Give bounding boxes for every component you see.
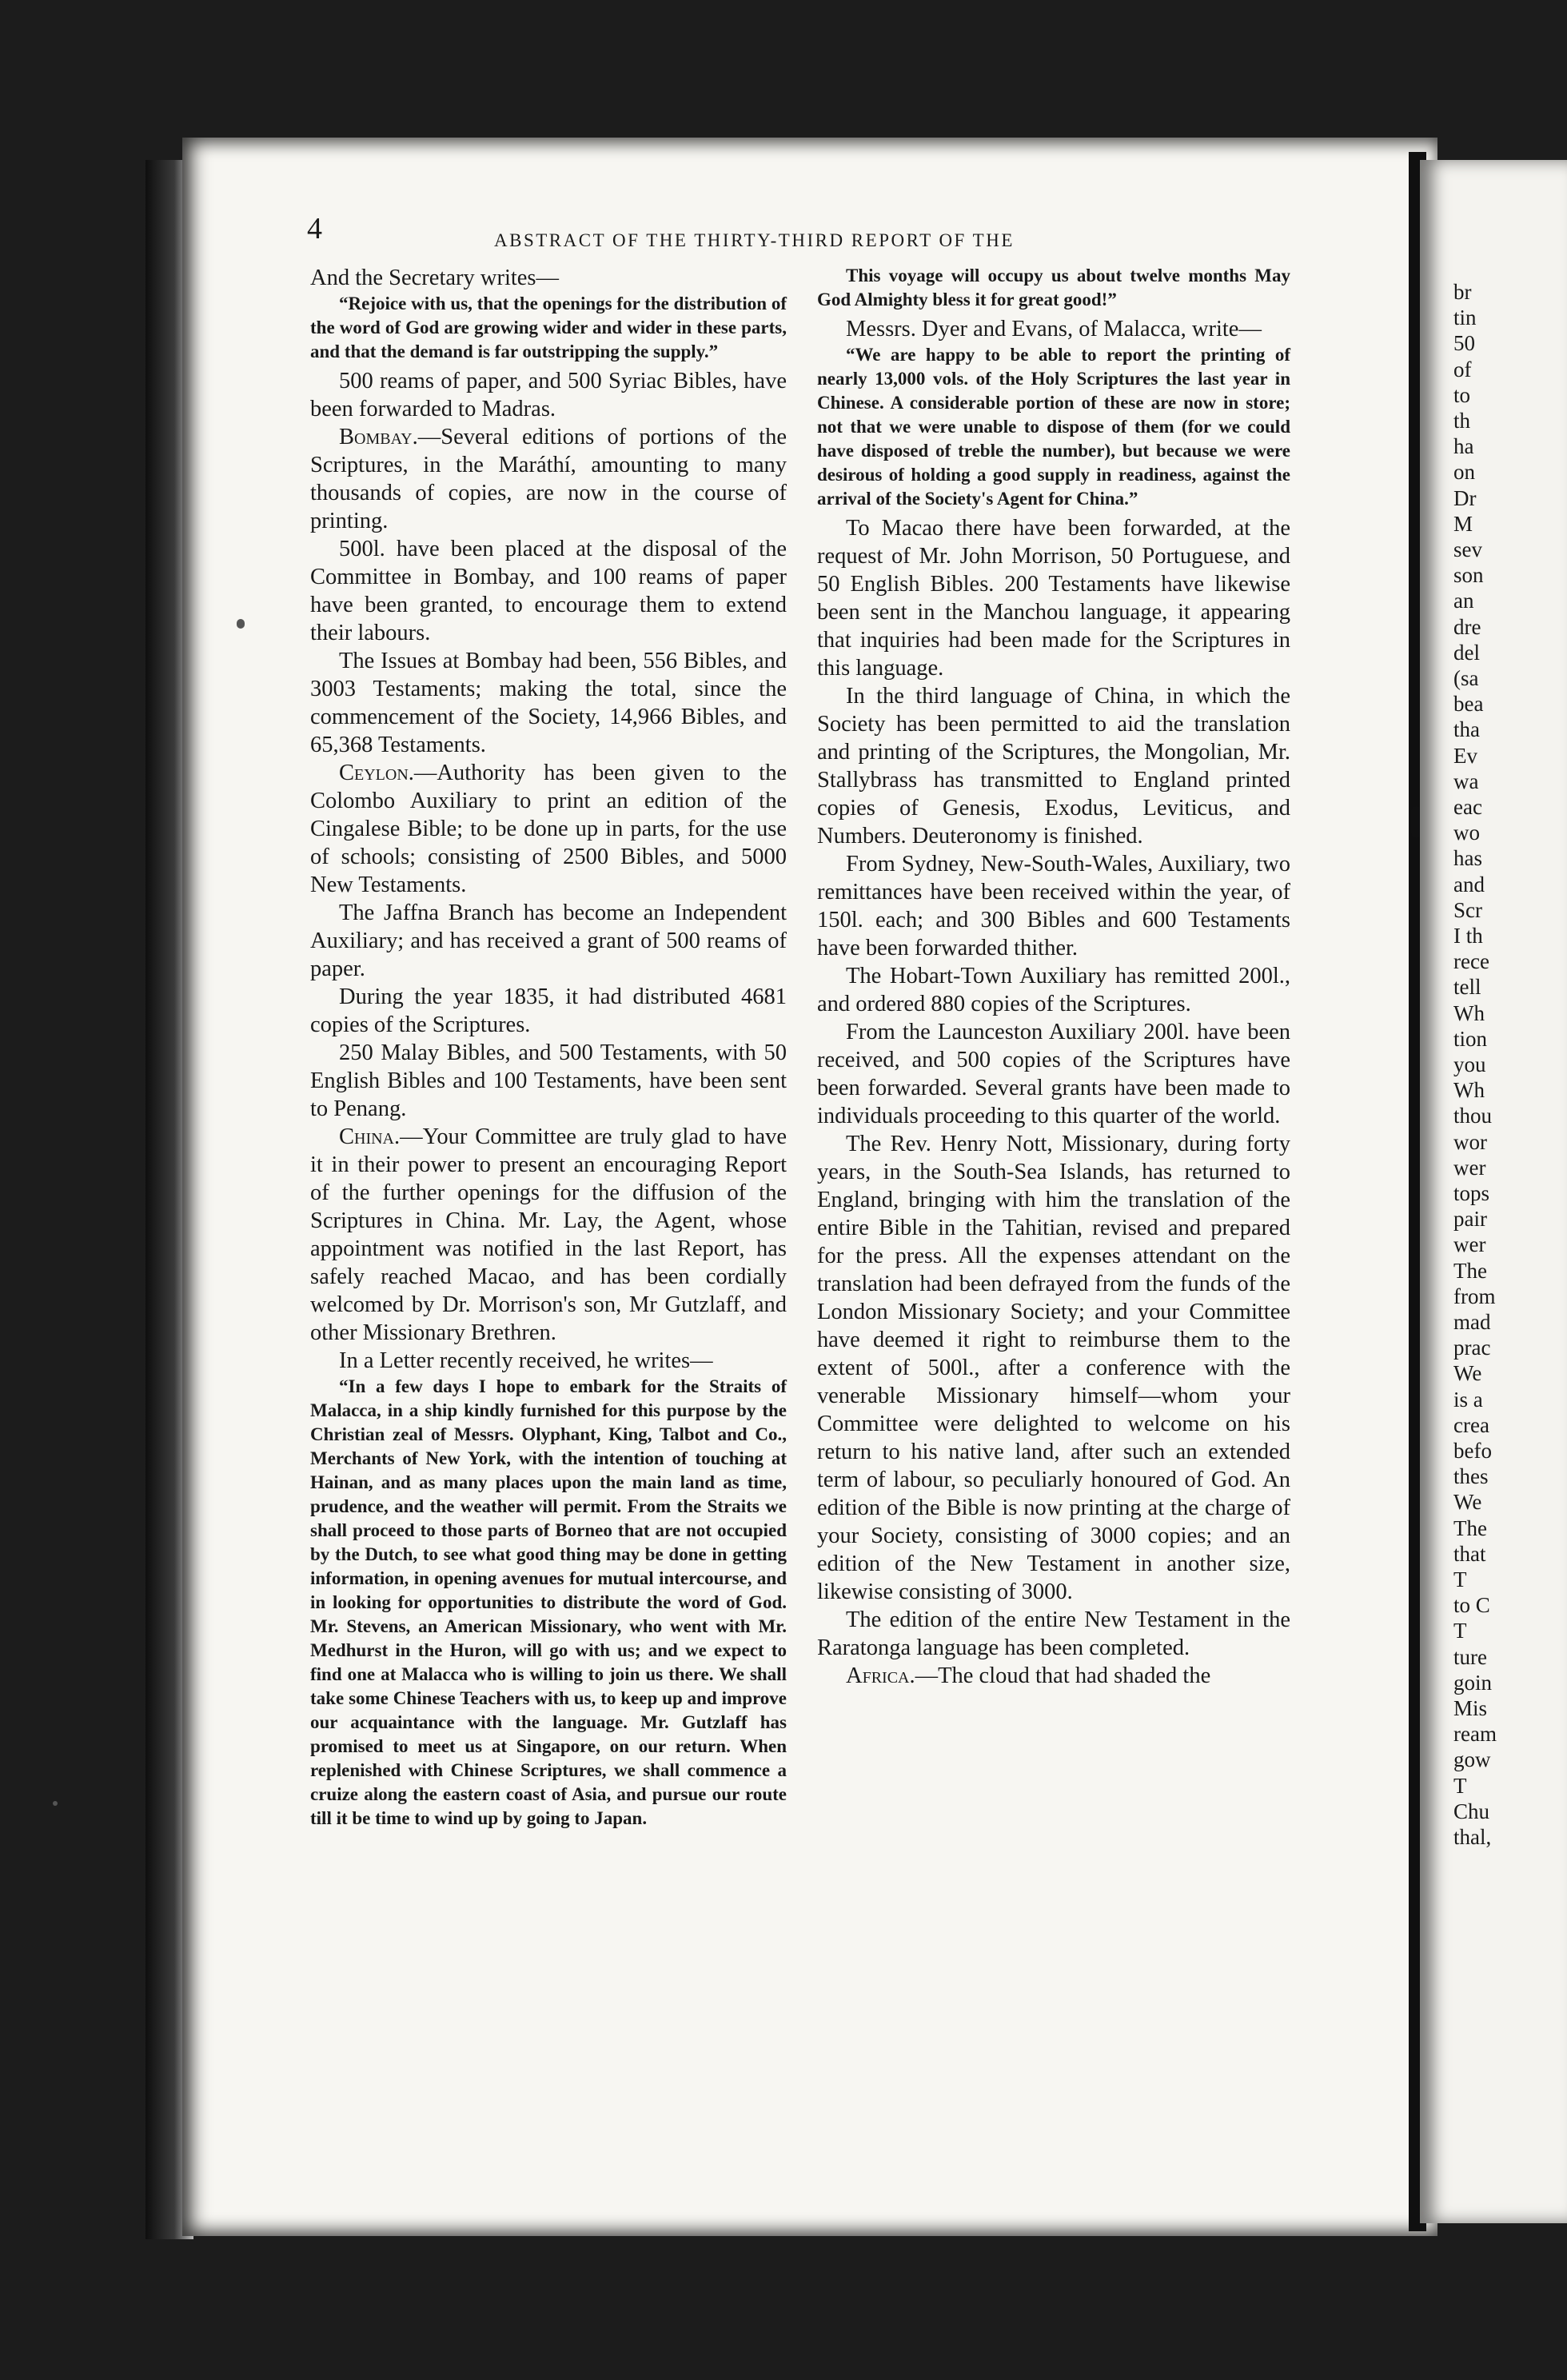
facing-page-fragment: thes [1453,1464,1489,1489]
facing-page-fragment: son [1453,563,1484,588]
facing-page-fragment: tell [1453,975,1481,1000]
facing-page-fragment: Chu [1453,1799,1490,1823]
facing-page-fragment: ha [1453,434,1474,459]
facing-page-fragment: T [1453,1773,1467,1798]
facing-page-fragment: Wh [1453,1078,1485,1103]
scan-speck [53,1801,58,1806]
section-heading: China. [339,1124,401,1149]
facing-page-fragment: tion [1453,1026,1488,1051]
facing-page-fragment: mad [1453,1310,1491,1334]
facing-page-fragment: Mis [1453,1696,1488,1720]
facing-page-fragment: (sa [1453,666,1479,690]
facing-page-fragment: sev [1453,537,1482,561]
facing-page-fragment: crea [1453,1412,1489,1437]
facing-page-fragment: wa [1453,769,1479,793]
paragraph: China.—Your Committee are truly glad to have it in their power to present an encouraging Report of the further openings for the diffusion of the Scriptures in China. Mr. Lay, the Agent, whose appointment was notified in the last Report, has safely reached Macao, and has been cordially welcomed by Dr. Morrison's son, Mr Gutzlaff, and other Missionary Brethren. [310,1124,787,1345]
facing-page-fragment: pair [1453,1207,1487,1232]
facing-page-fragment: from [1453,1284,1496,1308]
facing-page-fragment: wer [1453,1155,1486,1180]
facing-page-fragment: br [1453,280,1472,304]
quoted-letter: This voyage will occupy us about twelve months May God Almighty bless it for great good!” [817,266,1290,309]
paragraph: And the Secretary writes— [310,266,560,290]
facing-page-fragment: 50 [1453,331,1475,356]
quoted-letter: “In a few days I hope to embark for the Straits of Malacca, in a ship kindly furnished for this purpose by the Christian zeal of Messrs. Olyphant, King, Talbot and Co., Merchants of New York, with the intention of touching at Hainan, and as many places upon the main land as time, prudence, and the weather will permit. From the Straits we shall proceed to those parts of Borneo that are not occupied by the Dutch, to see what good thing may be done in getting information, in opening avenues for mutual intercourse, and in looking for opportunities to distribute the word of God. Mr. Stevens, an American Missionary, who went with Mr. Medhurst in the Huron, will go with us; and we expect to find one at Malacca who is willing to join us there. We shall take some Chinese Teachers with us, to keep up and improve our acquaintance with the language. Mr. Gutzlaff has promised to meet us at Singapore, on our return. When replenished with Chinese Scriptures, we shall commence a cruize along the eastern coast of Asia, and pursue our route till it be time to wind up by going to Japan. [310,1376,787,1828]
facing-page-fragment: goin [1453,1670,1493,1695]
paragraph: During the year 1835, it had distributed 4681 copies of the Scriptures. [310,984,787,1037]
facing-page-fragment: We [1453,1490,1482,1515]
paragraph: To Macao there have been forwarded, at the request of Mr. John Morrison, 50 Portuguese, and 50 English Bibles. 200 Testaments have likewise been sent in the Manchou language, it appearing that inquiries had been made for the Scriptures in this language. [817,516,1290,681]
page-number: 4 [307,212,322,246]
left-column [310,264,787,1834]
facing-page-fragment: tha [1453,717,1480,742]
facing-page-fragment: The [1453,1515,1487,1540]
facing-page-fragment: wor [1453,1129,1487,1154]
facing-page-fragment: I th [1453,924,1483,948]
facing-page-fragment: thou [1453,1104,1493,1128]
paragraph: From Sydney, New-South-Wales, Auxiliary, two remittances have been received within the year, of 150l. each; and 300 Bibles and 600 Testaments have been forwarded thither. [817,852,1290,960]
paragraph: Ceylon.—Authority has been given to the Colombo Auxiliary to print an edition of the Cingalese Bible; to be done up in parts, for the use of schools; consisting of 2500 Bibles, and 5000 New Testaments. [310,761,787,897]
section-heading: Ceylon. [339,761,414,785]
facing-page-fragment: befo [1453,1439,1492,1463]
facing-page-fragment: rece [1453,949,1489,974]
facing-page-fragment: you [1453,1052,1486,1076]
facing-page [1420,160,1567,2223]
paragraph: The Jaffna Branch has become an Independent Auxiliary; and has received a grant of 500 reams of paper. [310,900,787,981]
running-header-title: ABSTRACT OF THE THIRTY-THIRD REPORT OF THE [494,230,1015,250]
paragraph: Messrs. Dyer and Evans, of Malacca, write— [846,317,1262,341]
section-heading: Africa. [846,1663,915,1688]
paragraph: 250 Malay Bibles, and 500 Testaments, with 50 English Bibles and 100 Testaments, have been sent to Penang. [310,1040,787,1121]
paragraph: Africa.—The cloud that had shaded the [846,1663,1211,1688]
paragraph: 500 reams of paper, and 500 Syriac Bibles, have been forwarded to Madras. [310,369,787,421]
facing-page-fragment: an [1453,589,1474,613]
facing-page-fragment: prac [1453,1336,1491,1360]
facing-page-fragment: has [1453,846,1482,871]
facing-page-fragment: del [1453,640,1480,665]
right-column [817,264,1290,1690]
facing-page-fragment: thal, [1453,1825,1492,1849]
facing-page-fragment: Ev [1453,743,1477,768]
paragraph: 500l. have been placed at the disposal of the Committee in Bombay, and 100 reams of paper have been granted, to encourage them to extend their labours. [310,537,787,645]
quoted-letter: “Rejoice with us, that the openings for the distribution of the word of God are growing wider and wider in these parts, and that the demand is far outstripping the supply.” [310,294,787,361]
facing-page-fragment: and [1453,872,1485,896]
section-heading: Bombay. [339,425,418,449]
facing-page-fragment: T [1453,1619,1467,1643]
facing-page-fragment: T [1453,1567,1467,1591]
paragraph: The Rev. Henry Nott, Missionary, during forty years, in the South-Sea Islands, has returned to England, bringing with him the translation of the entire Bible in the Tahitian, revised and prepared for the press. All the expenses attendant on the translation had been defrayed from the funds of the London Missionary Society; and your Committee have deemed it right to reimburse them to the extent of 500l., after a conference with the venerable Missionary himself—whom your Committee were delighted to welcome on his return to his native land, after such an extended term of labour, so peculiarly honoured of God. An edition of the Bible is now printing at the charge of your Society, consisting of 3000 copies; and an edition of the New Testament in another size, likewise consisting of 3000. [817,1132,1290,1604]
facing-page-fragment: is a [1453,1387,1483,1412]
paragraph: In a Letter recently received, he writes— [339,1348,713,1373]
facing-page-fragment: on [1453,460,1475,485]
facing-page-fragment: ture [1453,1644,1487,1669]
quoted-letter: “We are happy to be able to report the printing of nearly 13,000 vols. of the Holy Scriptures the last year in Chinese. A considerable portion of these are now in store; not that we were unable to dispose of them (for we could have disposed of treble the number), but because we were desirous of holding a good supply in readiness, against the arrival of the Society's Agent for China.” [817,345,1290,509]
facing-page-fragment: tops [1453,1181,1490,1205]
paragraph: From the Launceston Auxiliary 200l. have been received, and 500 copies of the Scriptures have been forwarded. Several grants have been made to individuals proceeding to this quarter of the world. [817,1020,1290,1128]
facing-page-fragment: wo [1453,821,1480,845]
facing-page-fragment: wer [1453,1232,1486,1257]
facing-page-fragment: Wh [1453,1000,1485,1025]
facing-page-fragment: dre [1453,614,1481,639]
facing-page-fragment: Dr [1453,485,1477,510]
facing-page-fragment: ream [1453,1722,1497,1747]
paragraph: Bombay.—Several editions of portions of the Scriptures, in the Maráthí, amounting to many thousands of copies, are now in the course of printing. [310,425,787,533]
facing-page-fragment: bea [1453,692,1484,717]
facing-page-fragment: We [1453,1361,1482,1386]
paragraph: The Issues at Bombay had been, 556 Bibles, and 3003 Testaments; making the total, since the commencement of the Society, 14,966 Bibles, and 65,368 Testaments. [310,649,787,757]
facing-page-fragment: tin [1453,305,1477,330]
facing-page-fragment: Scr [1453,897,1482,922]
scan-speck [237,619,245,629]
facing-page-fragment: eac [1453,795,1482,819]
facing-page-fragment: th [1453,409,1471,433]
facing-page-fragment: of [1453,357,1472,381]
facing-page-fragment: to C [1453,1593,1490,1618]
facing-page-fragment: The [1453,1258,1487,1283]
facing-page-fragment: gow [1453,1747,1491,1772]
paragraph: In the third language of China, in which the Society has been permitted to aid the translation and printing of the Scriptures, the Mongolian, Mr. Stallybrass has transmitted to England printed copies of Genesis, Exodus, Leviticus, and Numbers. Deuteronomy is finished. [817,684,1290,849]
paragraph: The edition of the entire New Testament in the Raratonga language has been completed. [817,1607,1290,1660]
facing-page-fragment: M [1453,511,1473,536]
facing-page-fragment: to [1453,382,1471,407]
facing-page-fragment: that [1453,1541,1486,1566]
paragraph: The Hobart-Town Auxiliary has remitted 200l., and ordered 880 copies of the Scriptures. [817,964,1290,1016]
